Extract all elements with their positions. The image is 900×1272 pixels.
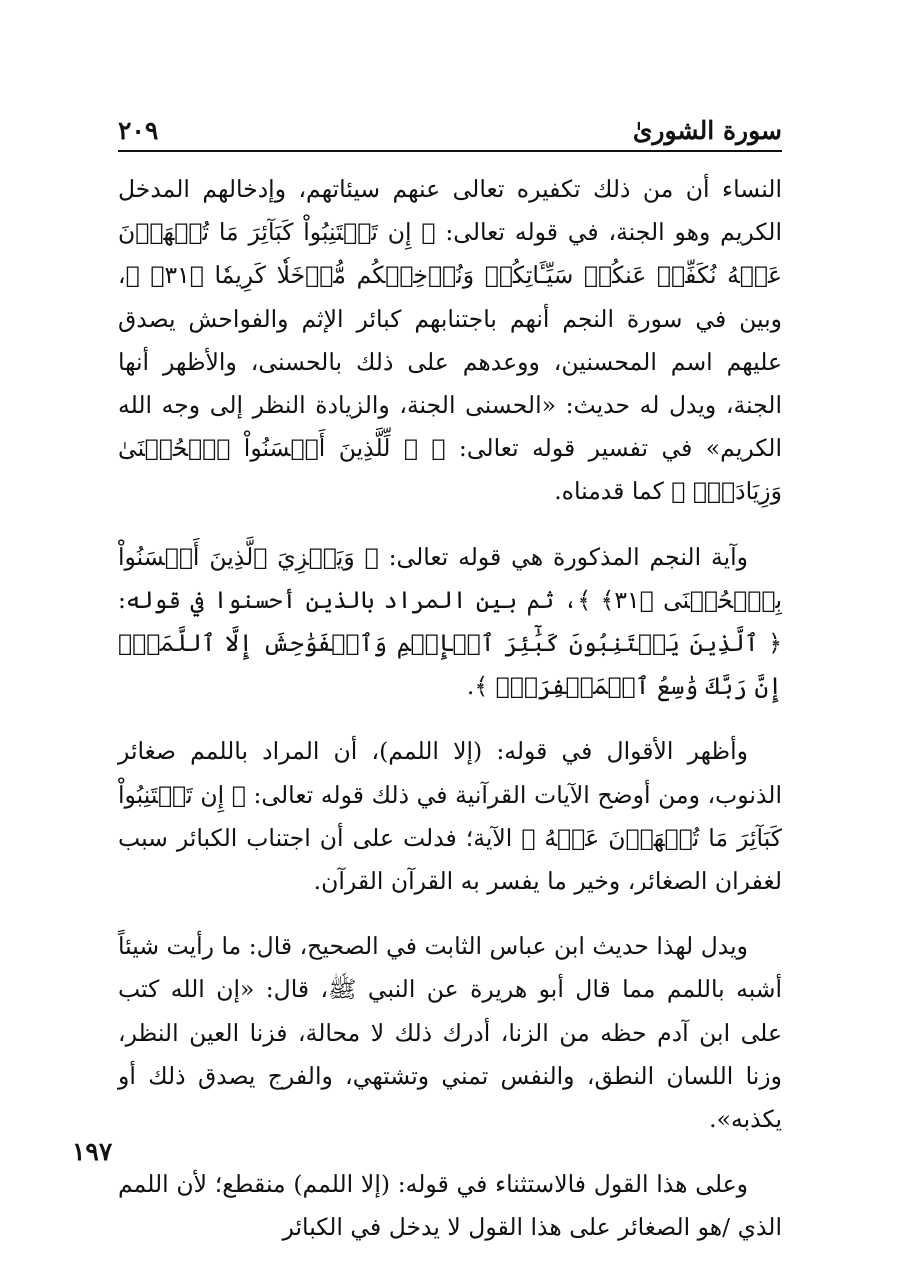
paragraph-1: النساء أن من ذلك تكفيره تعالى عنهم سيئاتهم، وإدخالهم المدخل الكريم وهو الجنة، في قوله تعالى: ﴿ إِن تَجۡتَنِبُواْ كَبَآئِرَ مَا تُنۡهَوۡنَ عَنۡهُ نُكَفِّرۡ عَنكُمۡ سَيِّـَٔاتِكُمۡ وَنُدۡخِلۡكُم مُّدۡخَلٗا كَرِيمٗا ﴿٣١﴾ ﴾، وبين في سورة النجم أنهم باجتنابهم كبائر الإثم والفواحش يصدق عليهم اسم المحسنين، ووعدهم على ذلك بالحسنى، والأظهر أنها الجنة، ويدل له حديث: «الحسنى الجنة، والزيادة النظر إلى وجه الله الكريم» في تفسير قوله تعالى: ﴿ ۞ لِّلَّذِينَ أَحۡسَنُواْ ٱلۡحُسۡنَىٰ وَزِيَادَةٞۖ ﴾ كما قدمناه.: [118, 175, 782, 506]
header-divider: [118, 150, 782, 152]
surah-title: سورة الشورىٰ: [632, 115, 782, 145]
paragraph-2: وآية النجم المذكورة هي قوله تعالى: ﴿ وَيَجۡزِيَ ٱلَّذِينَ أَحۡسَنُواْ بِٱلۡحُسۡنَى ﴿٣١﴾ ﴾، ثم بين المراد بالذين أحسنوا في قوله: ﴿ ٱلَّذِينَ يَجۡتَنِبُونَ كَبَٰٓئِرَ ٱلۡإِثۡمِ وَٱلۡفَوَٰحِشَ إِلَّا ٱللَّمَمَۚ إِنَّ رَبَّكَ وَٰسِعُ ٱلۡمَغۡفِرَةِۚ ﴾.: [118, 542, 782, 701]
page-body: [118, 168, 782, 1272]
paragraph-4: ويدل لهذا حديث ابن عباس الثابت في الصحيح، قال: ما رأيت شيئاً أشبه باللمم مما قال أبو هريرة عن النبي ﷺ، قال: «إن الله كتب على ابن آدم حظه من الزنا، أدرك ذلك لا محالة، فزنا العين النظر، وزنا اللسان النطق، والنفس تمني وتشتهي، والفرج يصدق ذلك أو يكذبه».: [118, 932, 782, 1134]
original-edition-page-number: ١٩٧: [72, 1137, 113, 1166]
paragraph-5: وعلى هذا القول فالاستثناء في قوله: (إلا اللمم) منقطع؛ لأن اللمم الذي /هو الصغائر على هذا القول لا يدخل في الكبائر: [118, 1170, 782, 1242]
running-header: [118, 112, 782, 148]
page-number: ٢٠٩: [118, 115, 159, 145]
paragraph-3: وأظهر الأقوال في قوله: (إلا اللمم)، أن المراد باللمم صغائر الذنوب، ومن أوضح الآيات القرآنية في ذلك قوله تعالى: ﴿ إِن تَجۡتَنِبُواْ كَبَآئِرَ مَا تُنۡهَوۡنَ عَنۡهُ ﴾ الآية؛ فدلت على أن اجتناب الكبائر سبب لغفران الصغائر، وخير ما يفسر به القرآن القرآن.: [118, 737, 782, 896]
